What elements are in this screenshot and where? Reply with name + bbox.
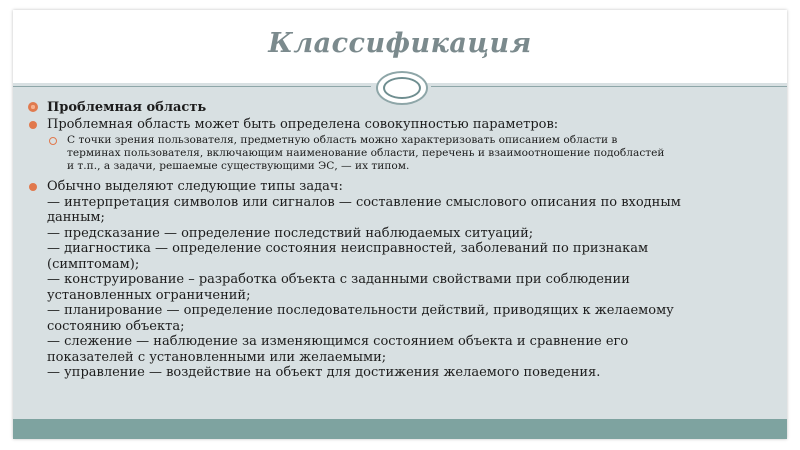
footer-bar xyxy=(13,419,787,439)
bullet-dot-icon xyxy=(29,121,37,129)
task-line: данным; xyxy=(47,210,105,225)
task-line: (симптомам); xyxy=(47,256,140,272)
slide-title: Классификация xyxy=(268,28,532,59)
bullet-flower-icon xyxy=(28,102,38,112)
sub-bullet-line: и т.п., а задачи, решаемые существующими ЭС, — их типом. xyxy=(67,160,410,172)
bullet-task-types xyxy=(27,179,772,381)
task-line: — предсказание — определение последствий наблюдаемых ситуаций; xyxy=(47,225,534,241)
bullet-ring-icon xyxy=(49,137,57,145)
task-line: установленных ограничений; xyxy=(47,287,251,303)
slide-content xyxy=(27,100,772,381)
task-line: — управление — воздействие на объект для достижения желаемого поведения. xyxy=(47,365,601,380)
task-line: Обычно выделяют следующие типы задач: xyxy=(47,179,343,194)
task-line: показателей с установленными или желаемыми; xyxy=(47,349,387,365)
sub-bullet-line: С точки зрения пользователя, предметную область можно характеризовать описанием области в xyxy=(67,134,618,146)
task-line: — конструирование – разработка объекта с заданными свойствами при соблюдении xyxy=(47,272,630,287)
task-line: — диагностика — определение состояния неисправностей, заболеваний по признакам xyxy=(47,241,649,256)
bullet-text: Проблемная область xyxy=(47,100,207,115)
slide xyxy=(13,10,787,439)
bullet-problem-area xyxy=(27,100,772,116)
bullet-parameters xyxy=(27,117,772,133)
task-line: — интерпретация символов или сигналов — составление смыслового описания по входным xyxy=(47,194,681,210)
task-line: состоянию объекта; xyxy=(47,318,185,334)
sub-bullet-line: терминах пользователя, включающим наименование области, перечень и взаимоотношение подобластей xyxy=(67,147,665,159)
divider-left xyxy=(13,86,371,87)
bullet-dot-icon xyxy=(29,183,37,191)
divider-right xyxy=(431,86,787,87)
task-line: — планирование — определение последовательности действий, приводящих к желаемому xyxy=(47,303,674,318)
bullet-text: Проблемная область может быть определена совокупностью параметров: xyxy=(47,116,559,132)
task-line: — слежение — наблюдение за изменяющимся состоянием объекта и сравнение его xyxy=(47,334,629,349)
divider-oval-inner xyxy=(383,77,421,99)
sub-bullet-user-view xyxy=(27,134,772,173)
